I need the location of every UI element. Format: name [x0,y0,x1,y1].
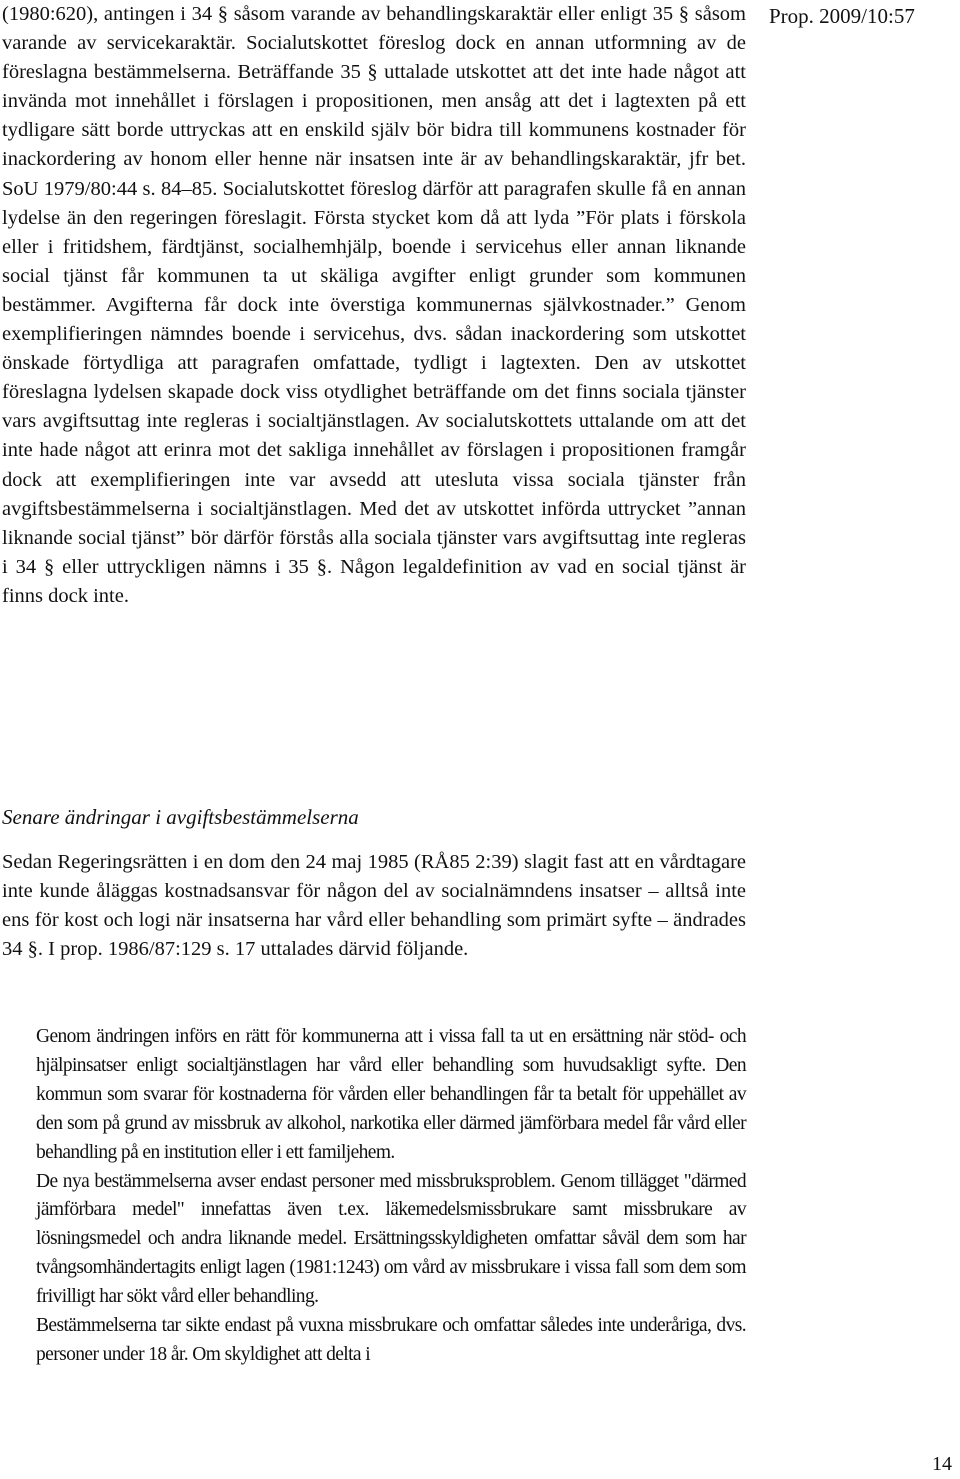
main-body-text [2,0,746,611]
body-paragraph: (1980:620), antingen i 34 § såsom varande av behandlingskaraktär eller enligt 35 § såsom varande av servicekaraktär. Socialutskottet föreslog dock en annan utformning av de föreslagna bestämmelserna. Beträffande 35 § uttalade utskottet att det inte hade något att invända mot innehållet i förslagen i propositionen, men ansåg att det i lagtexten på ett tydligare sätt borde uttryckas att en enskild själv bör bidra till kommunens kostnader för inackordering av honom eller henne när insatsen inte är av behandlingskaraktär, jfr bet. SoU 1979/80:44 s. 84–85. Socialutskottet föreslog därför att paragrafen skulle få en annan lydelse än den regeringen föreslagit. Första stycket kom då att lyda ”För plats i förskola eller i fritidshem, färdtjänst, socialhemhjälp, boende i servicehus eller annan liknande social tjänst får kommunen ta ut skäliga avgifter enligt grunder som kommunen bestämmer. Avgifterna får dock inte överstiga kommunernas självkostnader.” Genom exemplifieringen nämndes boende i servicehus, dvs. sådan inackordering som utskottet önskade förtydliga att paragrafen omfattade, tydligt i lagtexten. Den av utskottet föreslagna lydelsen skapade dock viss otydlighet beträffande om det finns sociala tjänster vars avgiftsuttag inte regleras i socialtjänstlagen. Av socialutskottets uttalande om att det inte hade något att erinra mot det sakliga innehållet av förslagen i propositionen framgår dock att exemplifieringen inte var avsedd att utesluta vissa sociala tjänster från avgiftsbestämmelserna i socialtjänstlagen. Med det av utskottet införda uttrycket ”annan liknande social tjänst” bör därför förstås alla sociala tjänster vars avgiftsuttag inte regleras i 34 § eller uttryckligen nämns i 35 §. Någon legaldefinition av vad en social tjänst är finns dock inte. [2,3,746,607]
section-intro-paragraph: Sedan Regeringsrätten i en dom den 24 maj 1985 (RÅ85 2:39) slagit fast att en vårdtagare inte kunde åläggas kostnadsansvar för någon del av socialnämndens insatser – alltså inte ens för kost och logi när insatserna har vård eller behandling som primärt syfte – ändrades 34 §. I prop. 1986/87:129 s. 17 uttalades därvid följande. [2,851,746,961]
quote-paragraph: Bestämmelserna tar sikte endast på vuxna missbrukare och omfattar således inte underåriga, dvs. personer under 18 år. Om skyldighet att delta i [36,1315,746,1365]
page-number: 14 [932,1453,952,1475]
proposition-reference: Prop. 2009/10:57 [769,4,915,28]
quote-paragraph: Genom ändringen införs en rätt för kommunerna att i vissa fall ta ut en ersättning när stöd- och hjälpinsatser enligt socialtjänstlagen har vård eller behandling som huvudsakligt syfte. Den kommun som svarar för kostnaderna för vården eller behandlingen får ta betalt för uppehället av den som på grund av missbruk av alkohol, narkotika eller därmed jämförbara medel får vård eller behandling på en institution eller i ett familjehem. [36,1026,746,1163]
section-heading: Senare ändringar i avgiftsbestämmelserna [2,805,359,829]
block-quote [36,1023,746,1370]
quote-paragraph: De nya bestämmelserna avser endast personer med missbruksproblem. Genom tillägget "därmed jämförbara medel" innefattas även t.ex. läkemedelsmissbrukare samt missbrukare av lösningsmedel och andra liknande medel. Ersättningsskyldigheten omfattar såväl dem som har tvångsomhändertagits enligt lagen (1981:1243) om vård av missbrukare i vissa fall som dem som frivilligt har sökt vård eller behandling. [36,1170,746,1308]
